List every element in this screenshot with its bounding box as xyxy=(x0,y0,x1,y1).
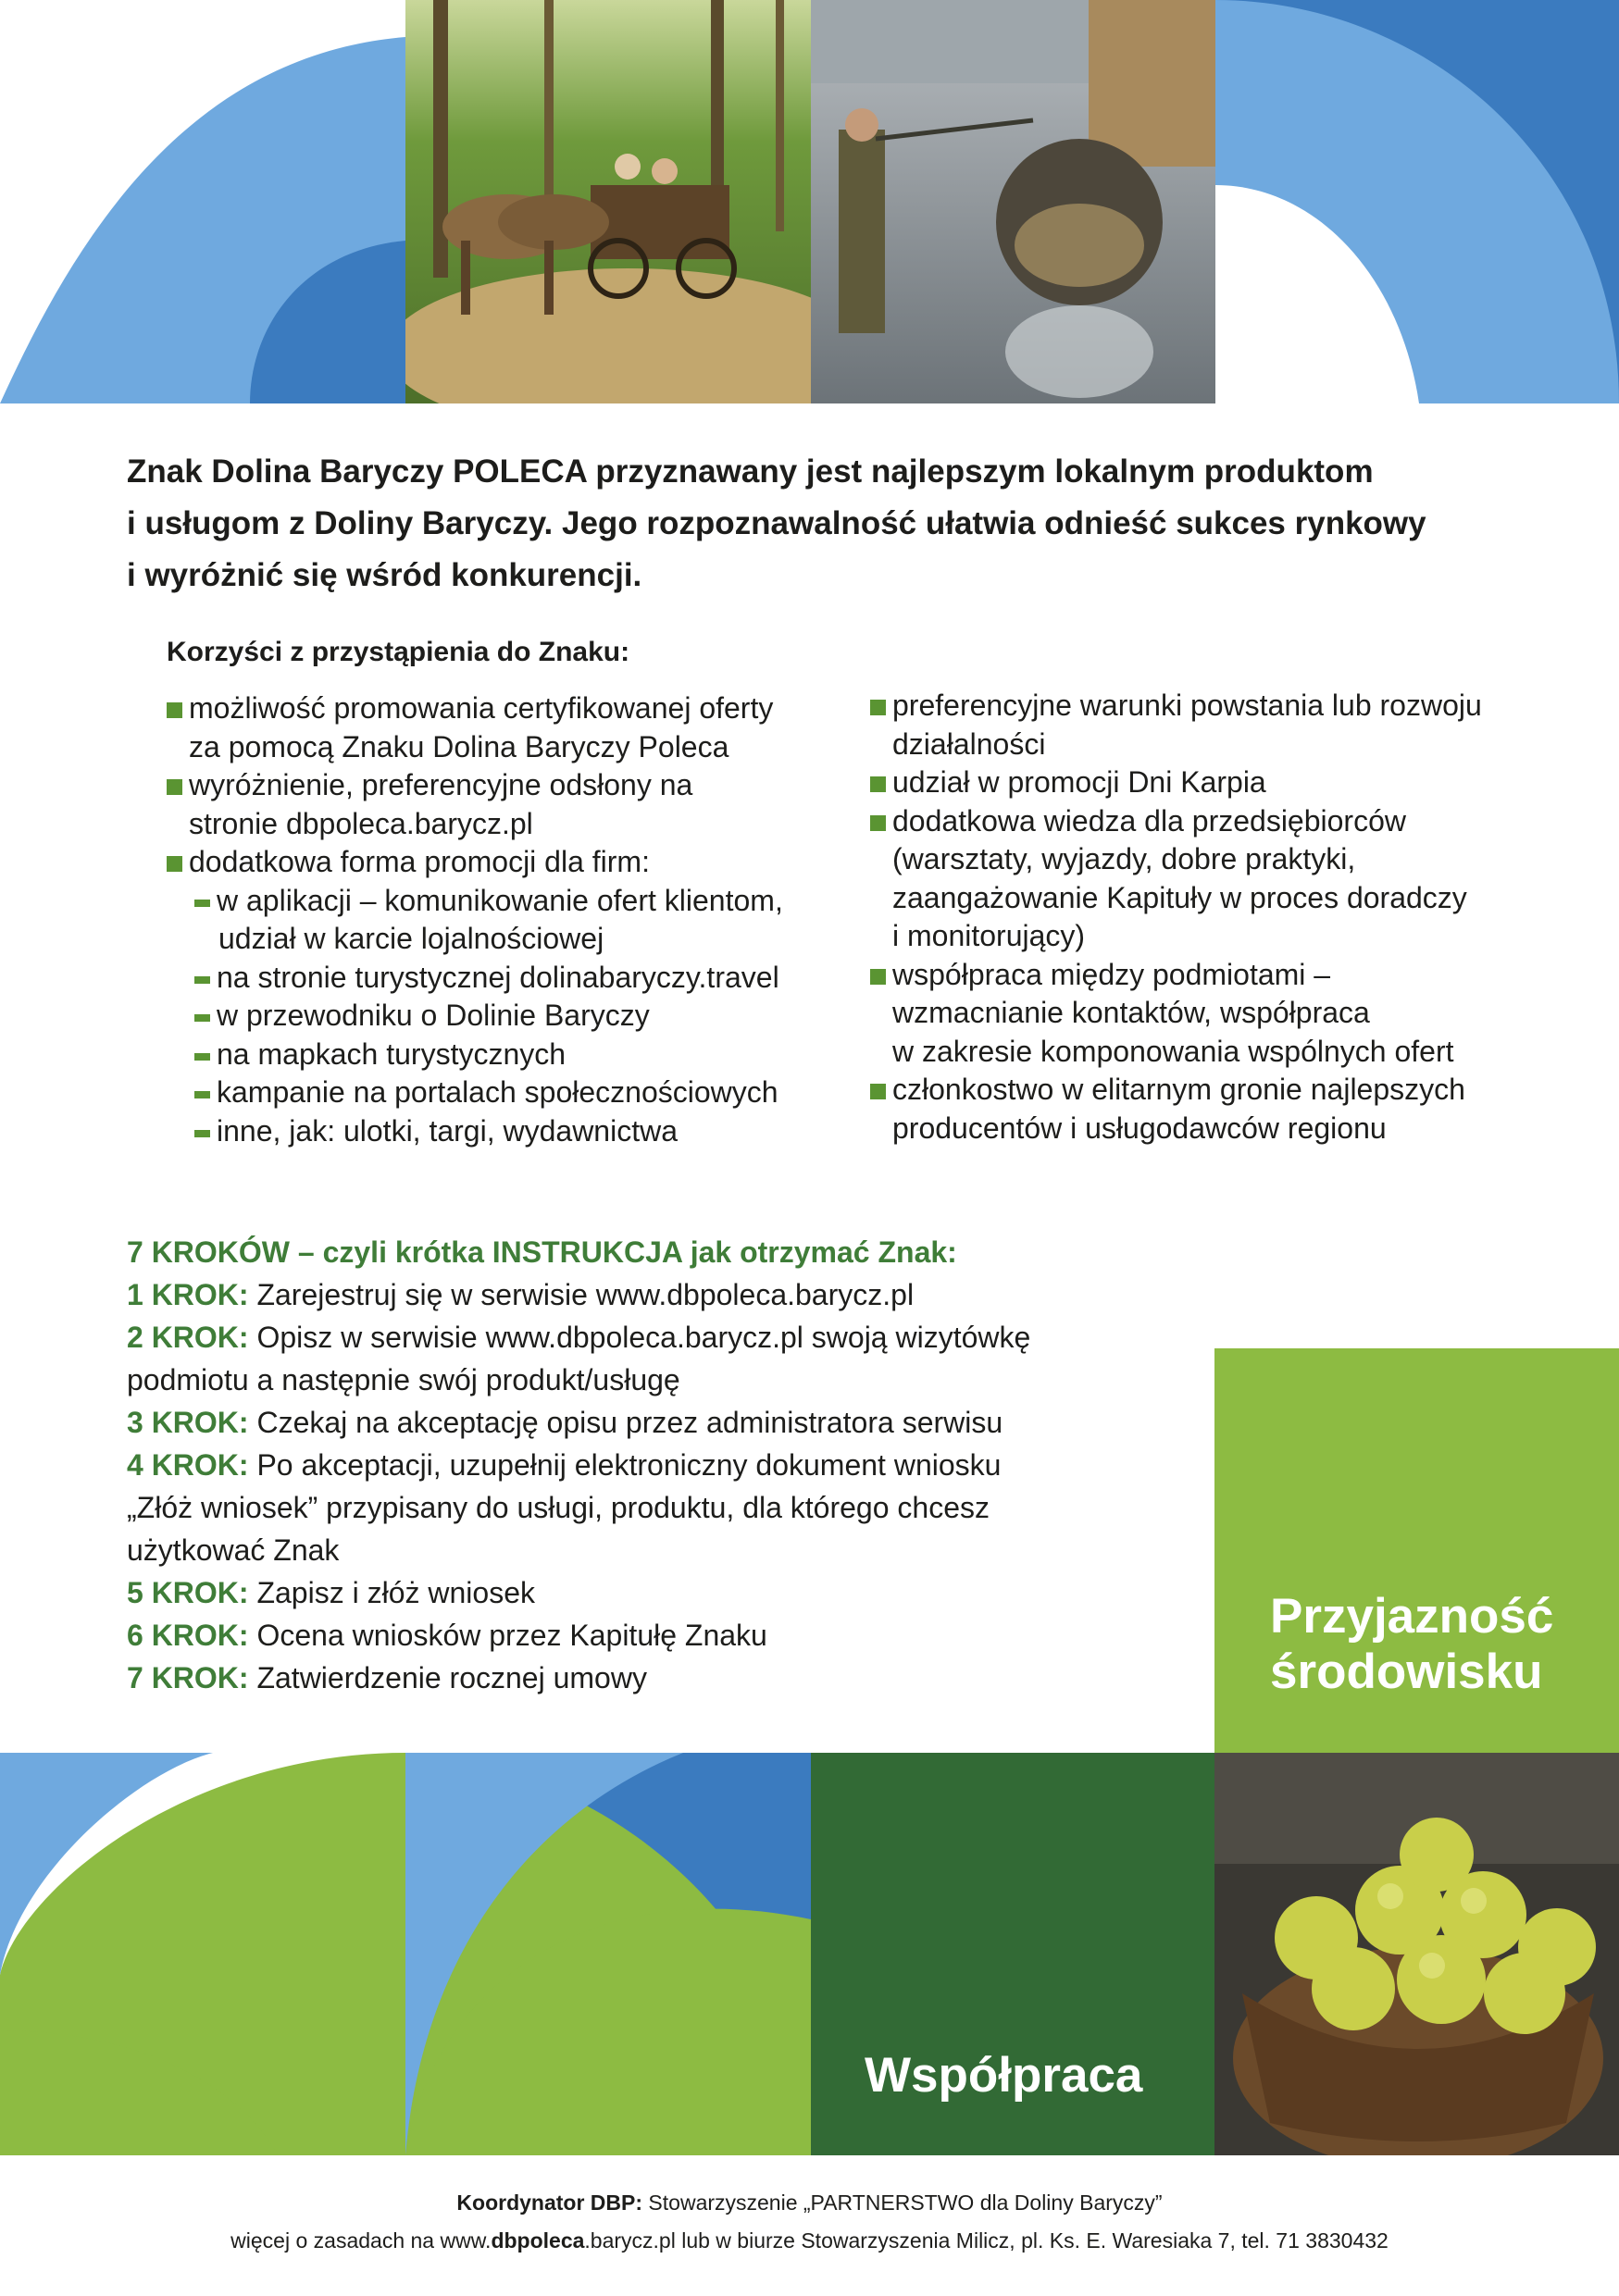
step-line xyxy=(127,1401,1182,1444)
benefit-subitem: w aplikacji – komunikowanie ofert klientom, xyxy=(167,882,852,921)
step-text: Ocena wniosków przez Kapitułę Znaku xyxy=(256,1619,767,1652)
step-label: 4 KROK: xyxy=(127,1448,249,1482)
benefit-item: (warsztaty, wyjazdy, dobre praktyki, xyxy=(892,842,1356,875)
step-text: Opisz w serwisie www.dbpoleca.barycz.pl swoją wizytówkę xyxy=(256,1321,1031,1354)
benefit-item: i monitorujący) xyxy=(892,919,1086,952)
benefit-item: za pomocą Znaku Dolina Baryczy Poleca xyxy=(189,729,729,763)
benefits-title: Korzyści z przystąpienia do Znaku: xyxy=(167,637,630,667)
benefit-item: działalności xyxy=(892,726,1046,761)
intro-line: i wyróżnić się wśród konkurencji. xyxy=(127,557,642,593)
step-label: 2 KROK: xyxy=(127,1321,249,1354)
top-left-arc-tile xyxy=(0,0,405,403)
step-label: 3 KROK: xyxy=(127,1406,249,1439)
benefits-left-column xyxy=(167,689,852,1150)
benefit-item: preferencyjne warunki powstania lub rozwoju xyxy=(870,687,1574,726)
horse-carriage-photo xyxy=(405,0,811,403)
benefits-right-column xyxy=(870,687,1574,1148)
benefit-item: w zakresie komponowania wspólnych ofert xyxy=(892,1034,1454,1068)
benefit-item: członkostwo w elitarnym gronie najlepszych xyxy=(870,1071,1574,1110)
step-label: 1 KROK: xyxy=(127,1278,249,1311)
benefit-subitem: w przewodniku o Dolinie Baryczy xyxy=(167,997,852,1036)
step-label: 5 KROK: xyxy=(127,1576,249,1609)
blue-arc-shape xyxy=(1215,0,1619,403)
carp-fishing-photo xyxy=(811,0,1215,403)
footer xyxy=(0,2184,1619,2260)
cooperation-heading: Współpraca xyxy=(865,2048,1143,2103)
step-line xyxy=(127,1273,1182,1316)
white-arc-shape xyxy=(0,0,405,403)
step-text: użytkować Znak xyxy=(127,1533,340,1567)
step-text: Po akceptacji, uzupełnij elektroniczny dokument wniosku xyxy=(256,1448,1002,1482)
benefit-item: zaangażowanie Kapituły w proces doradczy xyxy=(892,880,1467,914)
environment-panel xyxy=(1214,1348,1619,1753)
bottom-mid-arc-tile xyxy=(405,1753,811,2155)
benefit-subitem: inne, jak: ulotki, targi, wydawnictwa xyxy=(167,1112,852,1151)
step-text: Czekaj na akceptację opisu przez administratora serwisu xyxy=(256,1406,1003,1439)
benefit-item: dodatkowa forma promocji dla firm: xyxy=(167,843,852,882)
step-text: „Złóż wniosek” przypisany do usługi, produktu, dla którego chcesz xyxy=(127,1491,990,1524)
benefit-item: wyróżnienie, preferencyjne odsłony na xyxy=(167,766,852,805)
environment-heading: Przyjazność środowisku xyxy=(1270,1589,1554,1699)
benefit-item: stronie dbpoleca.barycz.pl xyxy=(189,806,533,840)
step-text: Zatwierdzenie rocznej umowy xyxy=(256,1661,647,1694)
intro-line: i usługom z Doliny Baryczy. Jego rozpoznawalność ułatwia odnieść sukces rynkowy xyxy=(127,505,1426,541)
benefit-item: udział w promocji Dni Karpia xyxy=(870,763,1574,802)
apples-basket-photo xyxy=(1214,1753,1619,2155)
step-label: 6 KROK: xyxy=(127,1619,249,1652)
step-text: Zarejestruj się w serwisie www.dbpoleca.barycz.pl xyxy=(256,1278,915,1311)
benefit-subitem: na stronie turystycznej dolinabaryczy.travel xyxy=(167,959,852,998)
intro-line: Znak Dolina Baryczy POLECA przyznawany jest najlepszym lokalnym produktom xyxy=(127,453,1374,490)
bottom-left-arc-tile xyxy=(0,1753,405,2155)
steps-title: 7 KROKÓW – czyli krótka INSTRUKCJA jak otrzymać Znak: xyxy=(127,1235,957,1269)
step-line xyxy=(127,1316,1182,1359)
benefit-item: możliwość promowania certyfikowanej oferty xyxy=(167,689,852,728)
step-line xyxy=(127,1657,1182,1699)
benefit-subitem: na mapkach turystycznych xyxy=(167,1036,852,1074)
benefit-item: współpraca między podmiotami – xyxy=(870,956,1574,995)
step-line xyxy=(127,1571,1182,1614)
cooperation-panel xyxy=(811,1753,1214,2155)
step-label: 7 KROK: xyxy=(127,1661,249,1694)
step-line xyxy=(127,1614,1182,1657)
step-line xyxy=(127,1359,1182,1401)
benefit-item: dodatkowa wiedza dla przedsiębiorców xyxy=(870,802,1574,841)
footer-contact: więcej o zasadach na www.dbpoleca.barycz.pl lub w biurze Stowarzyszenia Milicz, pl. Ks. E. Waresiaka 7, tel. 71 3830432 xyxy=(230,2228,1389,2253)
benefit-subitem: kampanie na portalach społecznościowych xyxy=(167,1074,852,1112)
step-text: Zapisz i złóż wniosek xyxy=(256,1576,535,1609)
benefit-item: wzmacnianie kontaktów, współpraca xyxy=(892,996,1370,1029)
top-right-arc-tile xyxy=(1215,0,1619,403)
steps-section xyxy=(127,1231,1182,1699)
benefit-item: producentów i usługodawców regionu xyxy=(892,1111,1387,1145)
step-text: podmiotu a następnie swój produkt/usługę xyxy=(127,1363,680,1396)
footer-coordinator: Koordynator DBP: Stowarzyszenie „PARTNERSTWO dla Doliny Baryczy” xyxy=(456,2191,1163,2215)
benefit-subitem: udział w karcie lojalnościowej xyxy=(218,922,604,955)
step-line xyxy=(127,1529,1182,1571)
step-line xyxy=(127,1486,1182,1529)
intro-paragraph xyxy=(127,446,1441,602)
step-line xyxy=(127,1444,1182,1486)
